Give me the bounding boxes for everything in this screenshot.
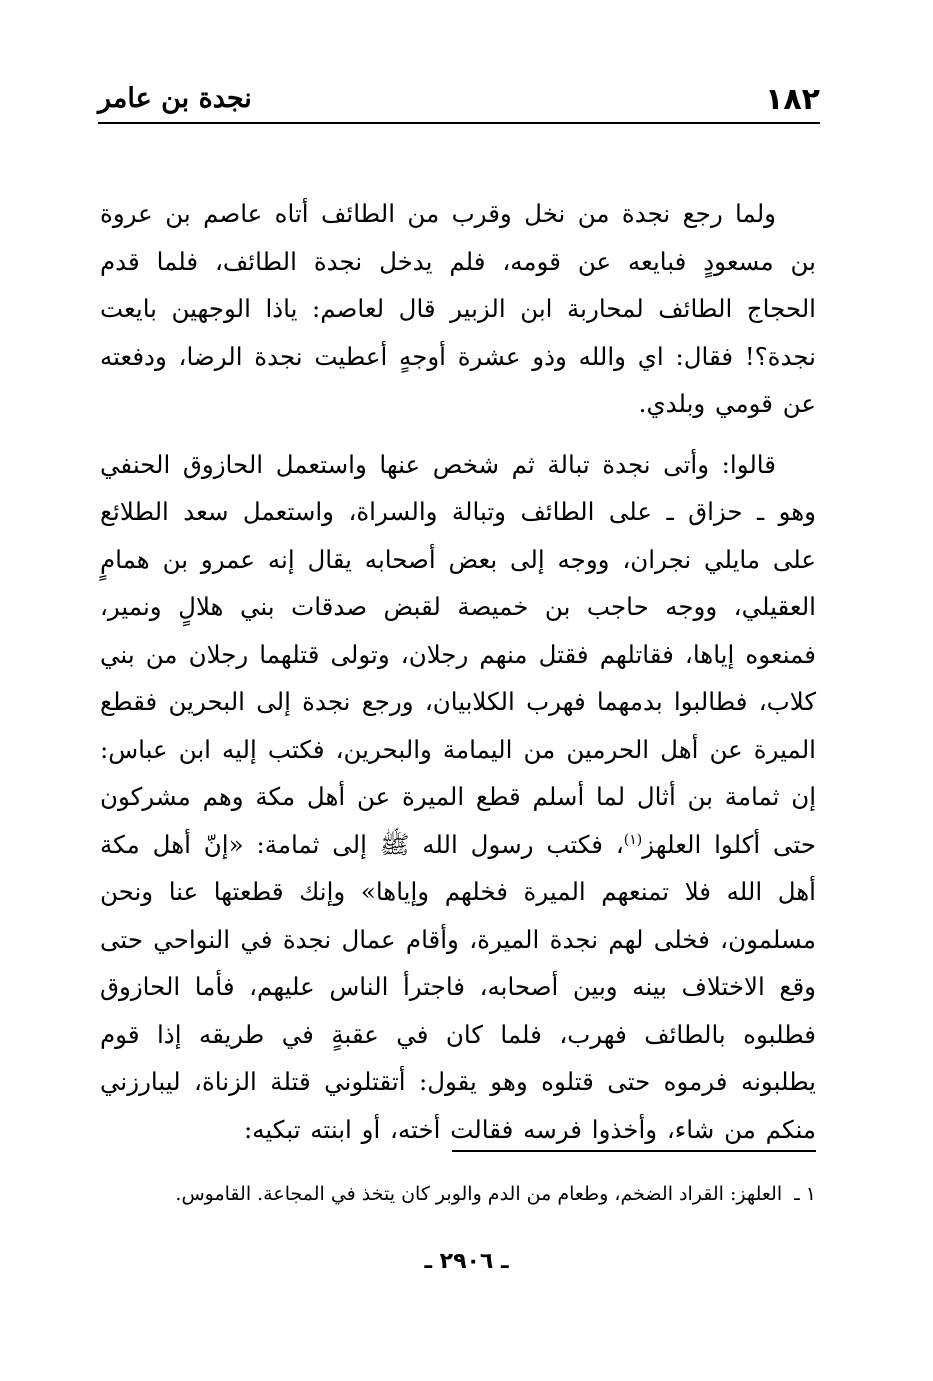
paragraph-2-text-a: قالوا: وأتى نجدة تبالة ثم شخص عنها واستعمل الحازوق الحنفي وهو ـ حزاق ـ على الطائف وتبالة والسراة، واستعمل سعد الطلائع على مايلي نجران، ووجه إلى بعض أصحابه يقال إنه عمرو بن همامٍ العقيلي، ووجه حاجب بن خميصة لقبض صدقات بني هلالٍ ونمير، فمنعوه إياها، فقاتلهم فقتل منهم رجلان، وتولى قتلهما رجلان من بني كلاب، فطالبوا بدمهما فهرب الكلابيان، ورجع نجدة إلى البحرين فقطع الميرة عن أهل الحرمين من اليمامة والبحرين، فكتب إليه ابن عباس: إن ثمامة بن أثال لما أسلم قطع الميرة عن أهل مكة وهم مشركون حتى أكلوا العلهز [100, 449, 817, 859]
header-rule [98, 122, 820, 124]
footnote-reference[interactable]: (١) [623, 831, 643, 848]
main-text [100, 190, 816, 1153]
page-number: ١٨٢ [765, 82, 820, 117]
running-title: نجدة بن عامر [98, 83, 252, 114]
paragraph-2-text-b: ، فكتب رسول الله ﷺ إلى ثمامة: «إنّ أهل مكة أهل الله فلا تمنعهم الميرة فخلهم وإياها» وإنك قطعتها عنا ونحن مسلمون، فخلى لهم نجدة الميرة، وأقام عمال نجدة في النواحي حتى وقع الاختلاف بينه وبين أصحابه، فاجترأ الناس عليهم، فأما الحازوق فطلبوه بالطائف فهرب، فلما كان في عقبةٍ في طريقه إذا قوم يطلبونه فرموه حتى قتلوه وهو يقول: أتقتلوني قتلة الزناة، ليبارزني منكم من شاء، وأخذوا فرسه فقالت أخته، أو ابنته تبكيه: [100, 829, 816, 1144]
footnote-separator [452, 1150, 816, 1152]
page-header [98, 80, 820, 120]
paragraph-2 [100, 441, 816, 1154]
footnote-text: العلهز: القراد الضخم، وطعام من الدم والوبر كان يتخذ في المجاعة. القاموس. [175, 1183, 783, 1205]
paragraph-1: ولما رجع نجدة من نخل وقرب من الطائف أتاه عاصم بن عروة بن مسعودٍ فبايعه عن قومه، فلم يدخل نجدة الطائف، فلما قدم الحجاج الطائف لمحاربة ابن الزبير قال لعاصم: ياذا الوجهين بايعت نجدة؟! فقال: اي والله وذو عشرة أوجهٍ أعطيت نجدة الرضا، ودفعته عن قومي وبلدي. [100, 199, 816, 418]
footnote [100, 1178, 816, 1210]
folio-number: ـ ٢٩٠٦ ـ [424, 1249, 509, 1274]
footnote-number: ١ ـ [794, 1183, 816, 1205]
